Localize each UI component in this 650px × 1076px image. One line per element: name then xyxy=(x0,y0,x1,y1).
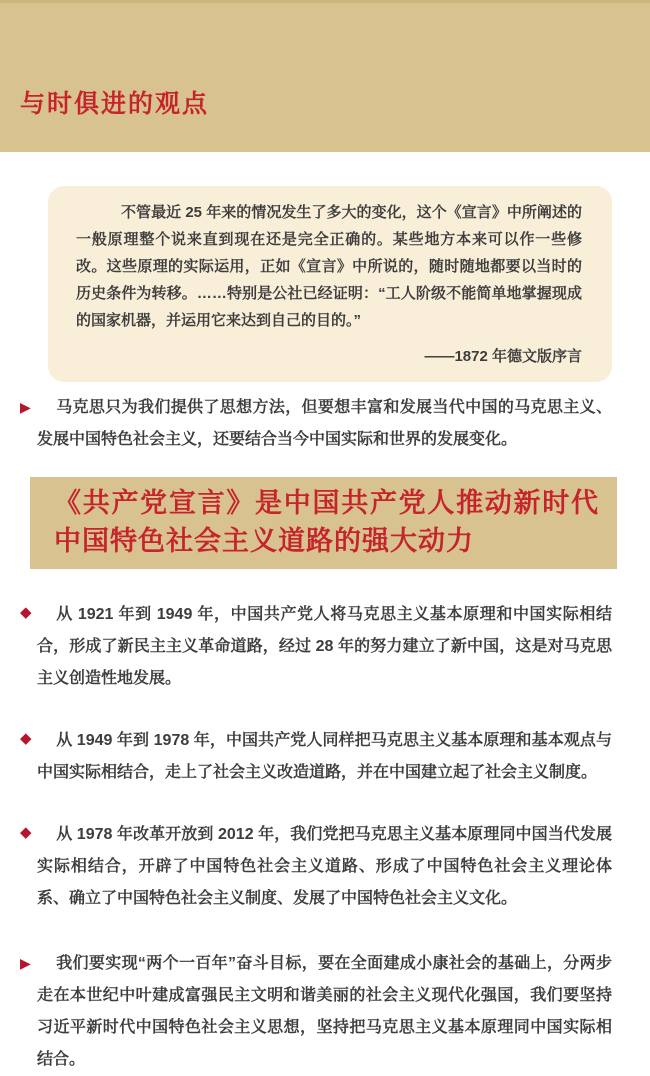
page-title: 与时俱进的观点 xyxy=(20,90,210,118)
bullet-text: 从 1921 年到 1949 年，中国共产党人将马克思主义基本原理和中国实际相结合，形成了新民主主义革命道路，经过 28 年的努力建立了新中国，这是对马克思主义创造性地发展。 xyxy=(37,606,612,687)
diamond-bullet-icon: ◆ xyxy=(20,824,32,841)
intro-bullet-text: 马克思只为我们提供了思想方法，但要想丰富和发展当代中国的马克思主义、发展中国特色社会主义，还要结合当今中国实际和世界的发展变化。 xyxy=(37,399,612,448)
bullet-text: 从 1949 年到 1978 年，中国共产党人同样把马克思主义基本原理和基本观点与中国实际相结合，走上了社会主义改造道路，并在中国建立起了社会主义制度。 xyxy=(37,732,612,781)
diamond-bullet-icon: ◆ xyxy=(20,604,32,621)
quote-text: 不管最近 25 年来的情况发生了多大的变化，这个《宣言》中所阐述的一般原理整个说来直到现在还是完全正确的。某些地方本来可以作一些修改。这些原理的实际运用，正如《宣言》中所说的，随时随地都要以当时的历史条件为转移。……特别是公社已经证明：“工人阶级不能简单地掌握现成的国家机器，并运用它来达到自己的目的。” xyxy=(76,204,582,329)
header-band xyxy=(0,0,650,152)
bullet-point-two-centenary xyxy=(20,948,612,1076)
section-banner xyxy=(30,477,617,569)
triangle-bullet-icon: ▶ xyxy=(20,955,31,971)
intro-bullet-point xyxy=(20,392,612,456)
diamond-bullet-icon: ◆ xyxy=(20,730,32,747)
quote-attribution: ——1872 年德文版序言 xyxy=(424,348,582,365)
bullet-point-1978-2012 xyxy=(20,819,612,915)
quote-box xyxy=(48,186,612,382)
bullet-point-1921-1949 xyxy=(20,599,612,695)
bullet-point-1949-1978 xyxy=(20,725,612,789)
bullet-text: 从 1978 年改革开放到 2012 年，我们党把马克思主义基本原理同中国当代发展实际相结合，开辟了中国特色社会主义道路、形成了中国特色社会主义理论体系、确立了中国特色社会主义制度、发展了中国特色社会主义文化。 xyxy=(37,826,612,907)
triangle-bullet-icon: ▶ xyxy=(20,399,31,415)
section-banner-title: 《共产党宣言》是中国共产党人推动新时代中国特色社会主义道路的强大动力 xyxy=(54,488,599,556)
bullet-text: 我们要实现“两个一百年”奋斗目标，要在全面建成小康社会的基础上，分两步走在本世纪中叶建成富强民主文明和谐美丽的社会主义现代化强国，我们要坚持习近平新时代中国特色社会主义思想，坚持把马克思主义基本原理同中国实际相结合。 xyxy=(37,955,612,1068)
